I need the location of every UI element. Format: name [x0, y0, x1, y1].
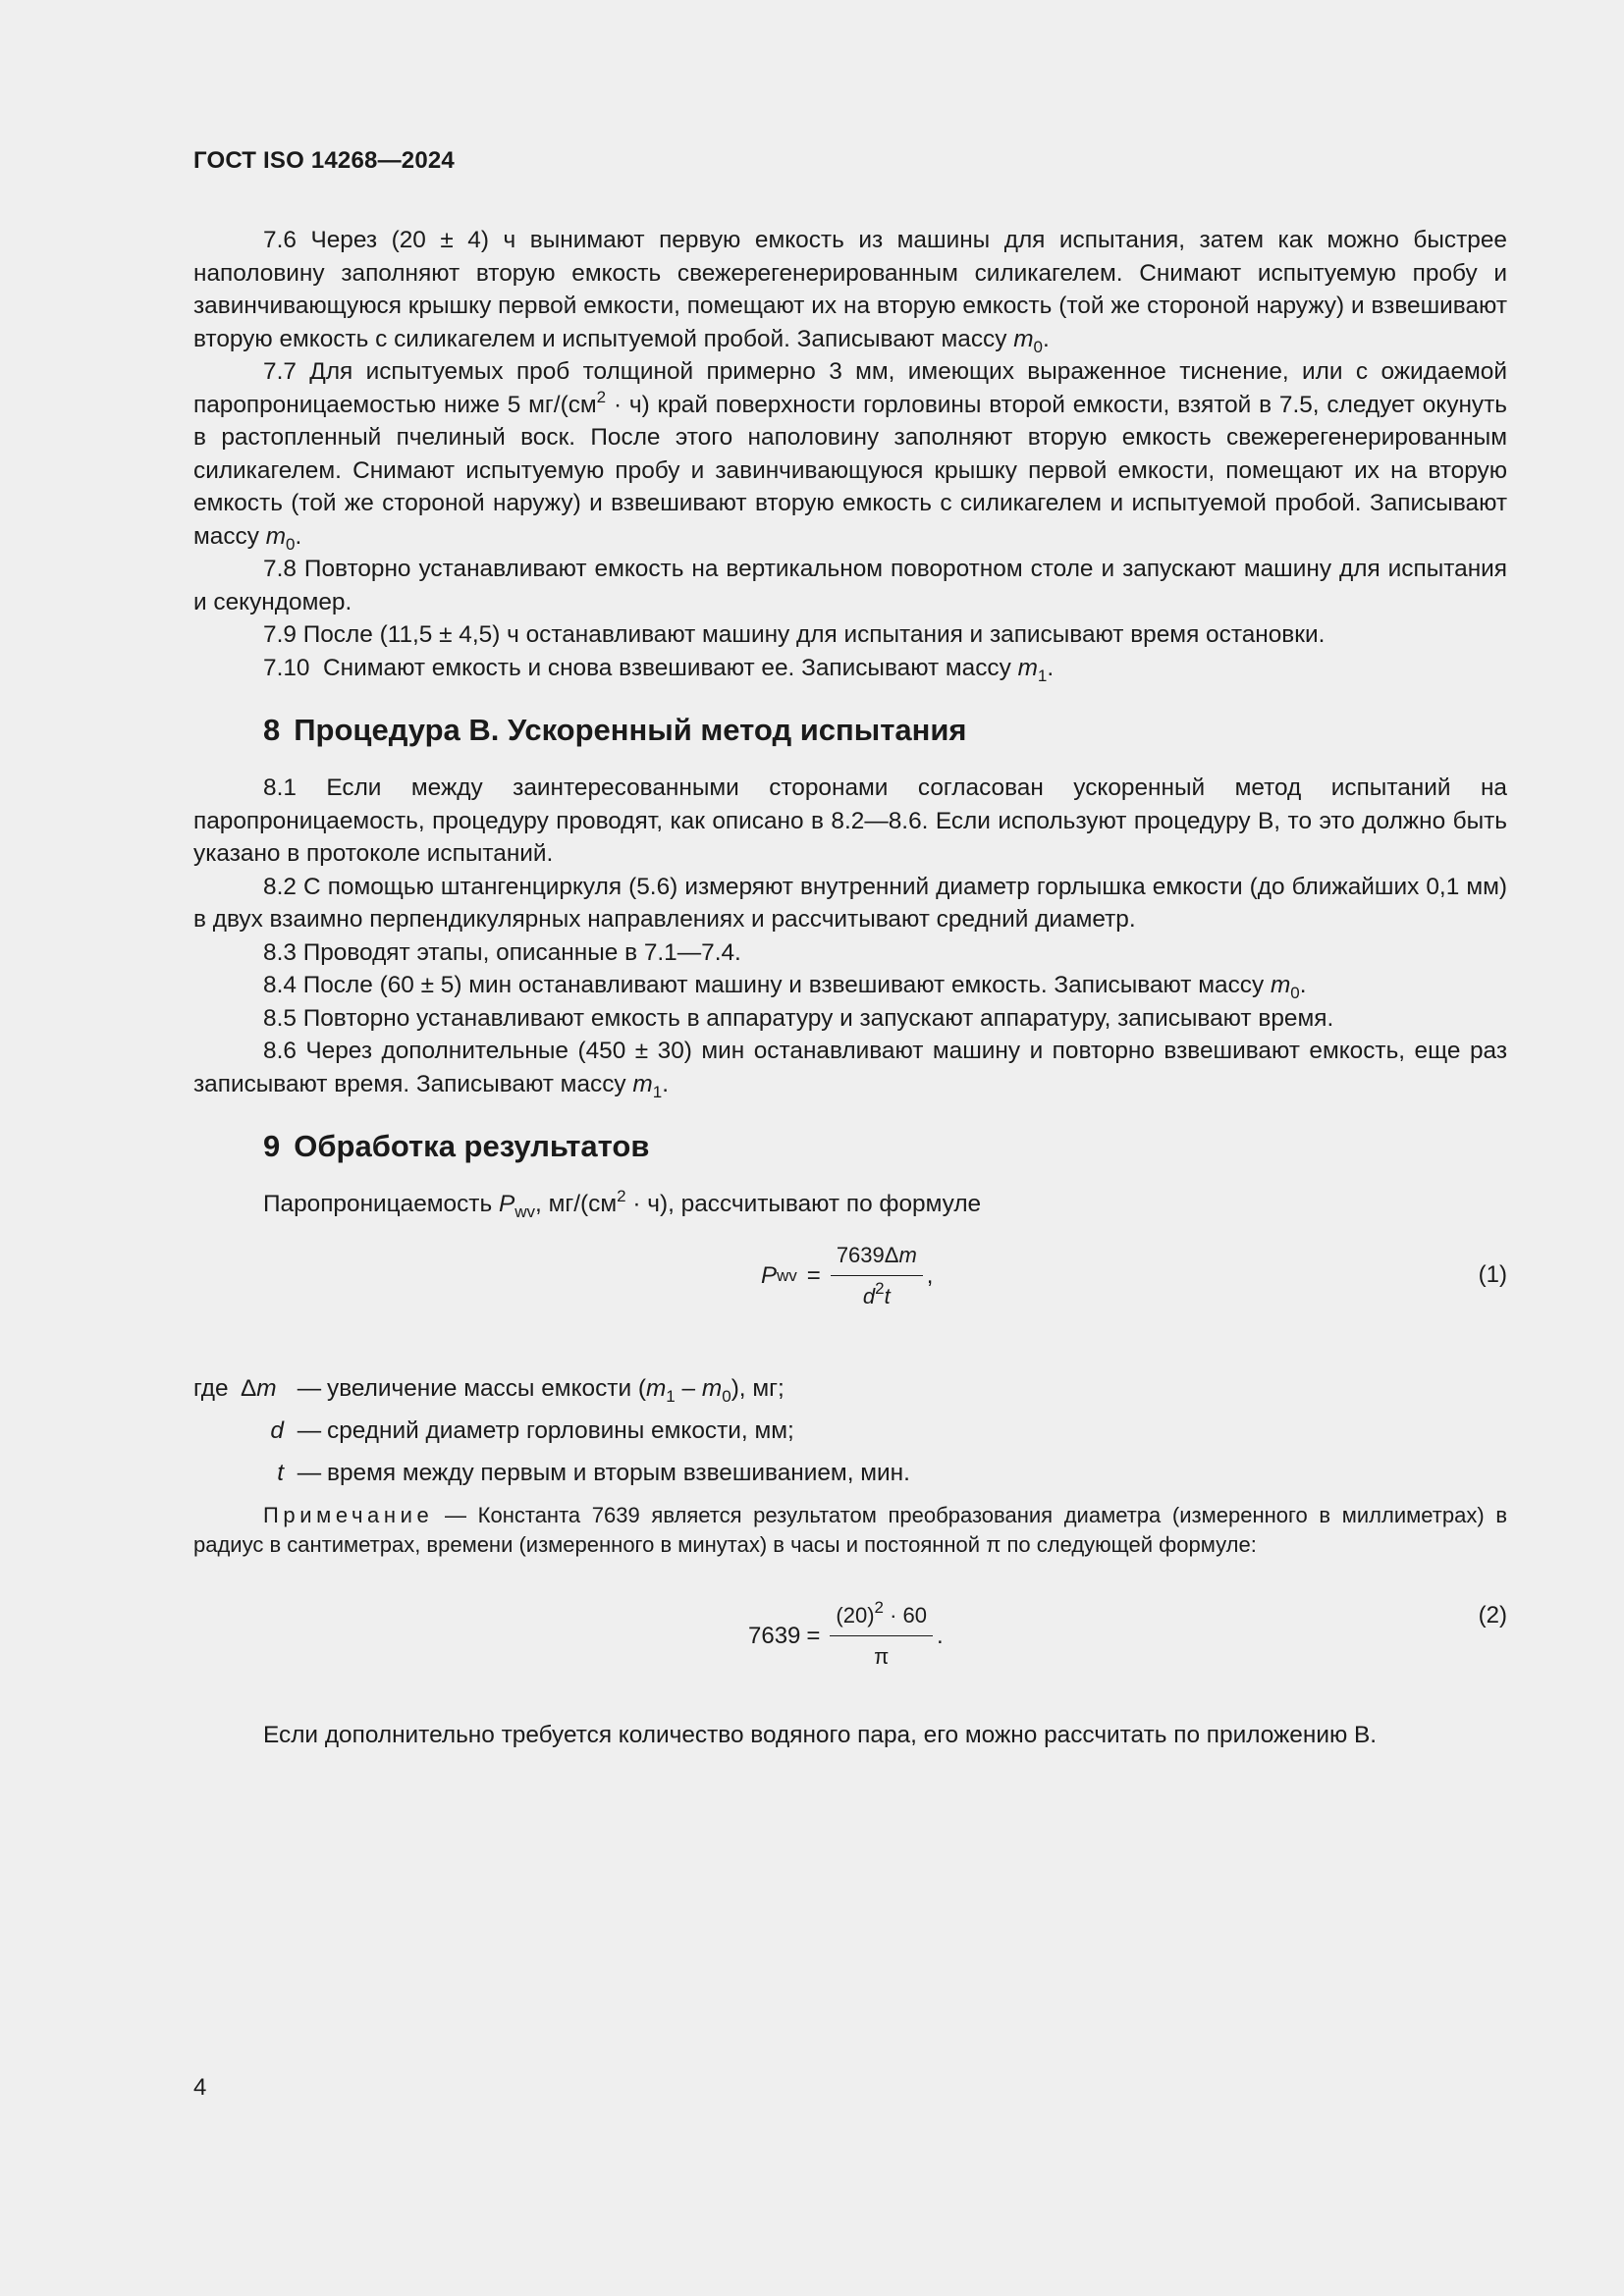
- clause-number: 8.1: [263, 774, 297, 801]
- subscript: 1: [666, 1387, 676, 1407]
- formula-2: [193, 1599, 1507, 1697]
- document-body: [193, 224, 1507, 1751]
- equals-sign: =: [806, 1261, 821, 1289]
- var-m: m: [1017, 654, 1038, 681]
- period: .: [1047, 654, 1055, 681]
- clause-number: 7.7: [263, 358, 297, 385]
- minus-sign: –: [675, 1375, 702, 1403]
- equation-number: (1): [1478, 1260, 1507, 1288]
- var-p: P: [498, 1191, 515, 1217]
- clause-number: 8.6: [263, 1038, 297, 1064]
- var-m: m: [645, 1375, 667, 1403]
- period: .: [1043, 325, 1050, 352]
- numerator-text: (20): [836, 1602, 875, 1628]
- where-symbol: d: [270, 1417, 284, 1445]
- formula-2-expression: [748, 1599, 944, 1674]
- paragraph-7-9: [193, 618, 1507, 652]
- clause-number: 8.4: [263, 972, 297, 998]
- var-m: m: [256, 1375, 277, 1403]
- clause-number: 8.2: [263, 873, 297, 900]
- paragraph-final: [193, 1719, 1507, 1752]
- where-description: время между первым и вторым взвешиванием, мин.: [327, 1460, 910, 1487]
- clause-number: 8.3: [263, 938, 297, 966]
- where-row: [193, 1411, 1507, 1453]
- clause-number: 7.9: [263, 621, 297, 648]
- subscript: 0: [722, 1387, 731, 1407]
- var-p: P: [761, 1261, 778, 1289]
- section-number: 8: [263, 713, 281, 747]
- equation-number: (2): [1478, 1601, 1507, 1629]
- var-d: d: [862, 1284, 876, 1308]
- denominator: [863, 1276, 891, 1313]
- numerator-text: 7639Δ: [836, 1242, 899, 1267]
- dash: —: [297, 1460, 322, 1487]
- note-text: — Константа 7639 является результатом преобразования диаметра (измеренного в миллиметрах) в радиус в сантиметрах, времени (измеренного в минутах) в часы и постоянной π по следующей формуле:: [193, 1502, 1507, 1557]
- note: [193, 1501, 1507, 1560]
- fraction: [830, 1599, 933, 1674]
- clause-number: 7.8: [263, 556, 297, 582]
- clause-text: С помощью штангенциркуля (5.6) измеряют внутренний диаметр горлышка емкости (до ближайших 0,1 мм) в двух взаимно перпендикулярных направлениях и рассчитывают средний диаметр.: [193, 873, 1507, 933]
- clause-text: Повторно устанавливают емкость в аппаратуру и запускают аппаратуру, записывают время.: [302, 1004, 1334, 1032]
- paragraph-text: Если дополнительно требуется количество водяного пара, его можно рассчитать по приложению В.: [263, 1721, 1378, 1748]
- paragraph-8-2: [193, 871, 1507, 936]
- paragraph-7-10: [193, 652, 1507, 685]
- clause-text: Проводят этапы, описанные в 7.1—7.4.: [302, 938, 741, 966]
- where-list: [193, 1368, 1507, 1495]
- var-m: m: [265, 522, 287, 550]
- numerator: [830, 1599, 933, 1637]
- paragraph-7-6: [193, 224, 1507, 355]
- section-title: Процедура В. Ускоренный метод испытания: [294, 713, 967, 747]
- superscript: 2: [596, 387, 607, 406]
- section-number: 9: [263, 1129, 281, 1163]
- subscript: 1: [652, 1082, 663, 1101]
- document-header: ГОСТ ISO 14268—2024: [193, 147, 455, 174]
- var-m: m: [1270, 972, 1291, 998]
- desc-text: увеличение массы емкости (: [327, 1375, 646, 1403]
- clause-text: После (60 ± 5) мин останавливают машину и взвешивают емкость. Записывают массу: [302, 972, 1271, 998]
- formula-1-expression: P wv = $\frac{7639\Delta m}{d^2t}$ ,: [761, 1239, 933, 1313]
- denominator: π: [874, 1644, 890, 1669]
- clause-text: · ч) край поверхности горловины второй емкости, взятой в 7.5, следует окунуть в растопленный пчелиный воск. После этого наполовину заполняют вторую емкость свежерегенерированным силикагелем. Снимают испытуемую пробу и завинчивающуюся крышку первой емкости, помещают их на вторую емкость (той же стороной наружу) и взвешивают вторую емкость с силикагелем и испытуемой пробой. Записывают массу: [193, 391, 1507, 550]
- dash: —: [297, 1417, 322, 1445]
- var-t: t: [884, 1284, 891, 1308]
- clause-text: Повторно устанавливают емкость на вертикальном поворотном столе и запускают машину для испытания и секундомер.: [193, 556, 1508, 615]
- section-8-heading: [263, 711, 1507, 750]
- where-row: [193, 1368, 1507, 1411]
- clause-text: Снимают емкость и снова взвешивают ее. Записывают массу: [323, 654, 1018, 681]
- subscript: 0: [1290, 984, 1300, 1002]
- page-number: 4: [193, 2074, 207, 2101]
- where-description: средний диаметр горловины емкости, мм;: [327, 1417, 794, 1445]
- paragraph-8-6: [193, 1035, 1507, 1100]
- desc-text: ), мг;: [731, 1375, 785, 1403]
- var-m: m: [632, 1070, 653, 1097]
- fraction: [831, 1239, 923, 1313]
- clause-number: 8.5: [263, 1004, 297, 1032]
- where-symbol: t: [277, 1460, 284, 1487]
- paragraph-9-intro: [193, 1188, 1507, 1221]
- comma: ,: [926, 1261, 934, 1289]
- clause-number: 7.10: [263, 654, 310, 681]
- period: .: [662, 1070, 669, 1097]
- intro-text: , мг/(см: [535, 1191, 618, 1217]
- superscript: 2: [875, 1279, 885, 1298]
- intro-text: · ч), рассчитывают по формуле: [625, 1191, 982, 1217]
- var-m: m: [701, 1375, 723, 1403]
- numerator: [831, 1239, 923, 1277]
- numerator-text: · 60: [884, 1602, 928, 1628]
- superscript: 2: [617, 1187, 626, 1205]
- clause-text: Если между заинтересованными сторонами согласован ускоренный метод испытаний на паропроницаемость, процедуру проводят, как описано в 8.2—8.6. Если используют процедуру В, то это должно быть указано в протоколе испытаний.: [193, 774, 1507, 867]
- where-intro: где: [193, 1375, 229, 1403]
- delta-symbol: Δ: [241, 1375, 257, 1403]
- subscript: 0: [286, 534, 296, 554]
- note-label: Примечание: [263, 1502, 434, 1527]
- equals-sign: =: [806, 1622, 821, 1649]
- clause-text: Для испытуемых проб толщиной примерно 3 мм, имеющих выраженное тиснение, или с ожидаемой паропроницаемостью ниже 5 мг/(см: [193, 358, 1507, 418]
- subscript: 1: [1037, 666, 1048, 685]
- constant: 7639: [748, 1622, 801, 1649]
- section-9-heading: [263, 1127, 1507, 1166]
- paragraph-7-7: [193, 355, 1507, 553]
- where-symbol: [241, 1372, 292, 1406]
- where-row: [193, 1453, 1507, 1495]
- paragraph-8-3: [193, 936, 1507, 970]
- subscript: 0: [1033, 337, 1043, 356]
- dash: —: [297, 1375, 322, 1403]
- superscript: 2: [874, 1597, 884, 1617]
- clause-text: Через дополнительные (450 ± 30) мин останавливают машину и повторно взвешивают емкость, еще раз записывают время. Записывают массу: [193, 1038, 1507, 1097]
- subscript: wv: [514, 1202, 536, 1221]
- paragraph-8-5: [193, 1002, 1507, 1036]
- formula-1: [193, 1235, 1507, 1333]
- period: .: [295, 522, 302, 550]
- clause-text: Через (20 ± 4) ч вынимают первую емкость из машины для испытания, затем как можно быстрее наполовину заполняют вторую емкость свежерегенерированным силикагелем. Снимают испытуемую пробу и завинчивающуюся крышку первой емкости, помещают их на вторую емкость (той же стороной наружу) и взвешивают вторую емкость с силикагелем и испытуемой пробой. Записывают массу: [193, 227, 1507, 352]
- where-description: [327, 1372, 785, 1406]
- period: .: [937, 1622, 944, 1649]
- paragraph-7-8: [193, 553, 1507, 618]
- var-m: m: [1013, 325, 1034, 352]
- section-title: Обработка результатов: [294, 1129, 650, 1163]
- clause-number: 7.6: [263, 227, 297, 253]
- period: .: [1299, 972, 1307, 998]
- paragraph-8-1: [193, 772, 1507, 871]
- var-m: m: [898, 1242, 917, 1267]
- paragraph-8-4: [193, 969, 1507, 1002]
- intro-text: Паропроницаемость: [263, 1191, 499, 1217]
- clause-text: После (11,5 ± 4,5) ч останавливают машину для испытания и записывают время остановки.: [302, 621, 1326, 648]
